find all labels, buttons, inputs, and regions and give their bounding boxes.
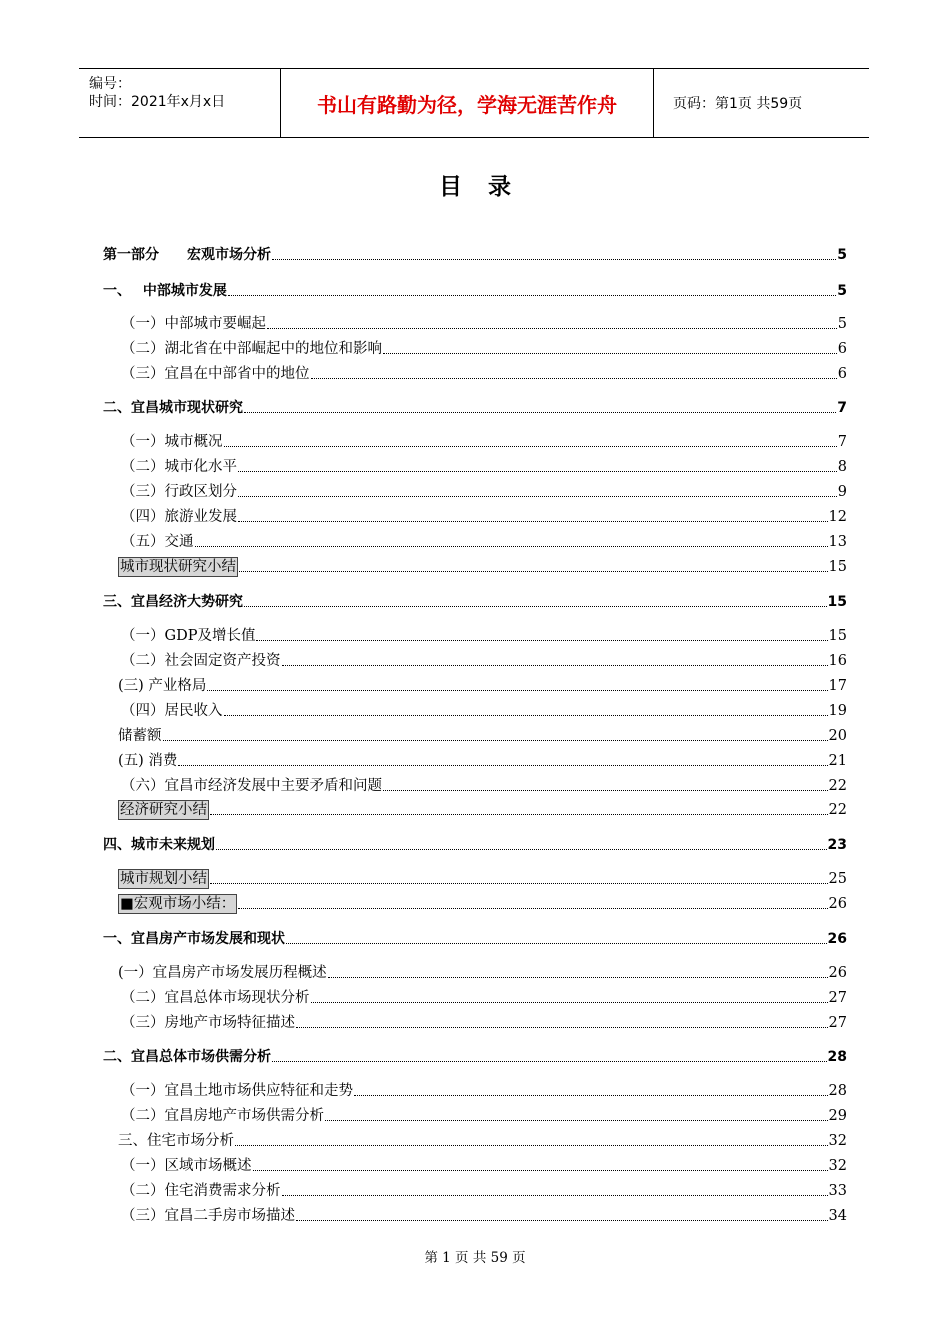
toc-entry-page: 33 xyxy=(828,1183,847,1199)
page-footer: 第 1 页 共 59 页 xyxy=(424,1250,526,1266)
toc-leader-dots xyxy=(311,378,837,379)
toc-leader-dots xyxy=(272,1061,827,1062)
toc-entry[interactable] xyxy=(121,1106,847,1126)
toc-leader-dots xyxy=(286,943,827,944)
toc-entry-page: 9 xyxy=(837,484,847,500)
toc-entry[interactable] xyxy=(118,557,847,577)
toc-leader-dots xyxy=(239,571,828,572)
toc-entry[interactable] xyxy=(121,1206,847,1226)
toc-entry-title: （六）宜昌市经济发展中主要矛盾和问题 xyxy=(121,778,382,794)
toc-entry-page: 6 xyxy=(837,341,847,357)
toc-entry[interactable] xyxy=(121,457,847,477)
document-time-label: 时间：2021年x月x日 xyxy=(89,94,226,110)
toc-entry-title: （二）湖北省在中部崛起中的地位和影响 xyxy=(121,341,382,357)
toc-entry[interactable] xyxy=(118,726,847,746)
toc-entry-title: （二）宜昌总体市场现状分析 xyxy=(121,990,310,1006)
toc-entry[interactable] xyxy=(103,245,847,265)
toc-entry-title: （五）交通 xyxy=(121,534,194,550)
toc-leader-dots xyxy=(244,606,827,607)
page-info-text: 页码：第1页 共59页 xyxy=(673,96,803,112)
toc-entry[interactable] xyxy=(103,281,847,301)
toc-entry-page: 7 xyxy=(837,434,847,450)
toc-entry-page: 23 xyxy=(827,837,847,853)
toc-entry-page: 8 xyxy=(837,459,847,475)
toc-entry[interactable] xyxy=(121,626,847,646)
toc-entry-page: 15 xyxy=(828,628,847,644)
toc-entry-page: 15 xyxy=(828,559,847,575)
toc-leader-dots xyxy=(210,883,828,884)
toc-entry-title: （二）城市化水平 xyxy=(121,459,237,475)
toc-entry-page: 15 xyxy=(827,594,847,610)
toc-entry-title: （四）居民收入 xyxy=(121,703,223,719)
toc-entry[interactable] xyxy=(118,800,847,820)
toc-entry-title: 一、 中部城市发展 xyxy=(103,283,227,299)
toc-entry-title: 二、宜昌城市现状研究 xyxy=(103,400,243,416)
toc-entry-title: 三、宜昌经济大势研究 xyxy=(103,594,243,610)
toc-leader-dots xyxy=(207,690,827,691)
toc-leader-dots xyxy=(253,1170,828,1171)
toc-leader-dots xyxy=(238,496,837,497)
toc-entry-title: 储蓄额 xyxy=(118,728,162,744)
toc-leader-dots xyxy=(282,665,828,666)
toc-leader-dots xyxy=(163,740,828,741)
toc-entry-page: 20 xyxy=(828,728,847,744)
toc-entry[interactable] xyxy=(103,835,847,855)
toc-entry-title: 城市规划小结 xyxy=(120,871,207,887)
toc-entry-page: 5 xyxy=(837,316,847,332)
toc-leader-dots xyxy=(238,521,828,522)
toc-entry-title: （一）城市概况 xyxy=(121,434,223,450)
toc-entry-page: 6 xyxy=(837,366,847,382)
toc-entry[interactable] xyxy=(103,398,847,418)
toc-entry[interactable] xyxy=(118,894,847,914)
toc-entry-page: 7 xyxy=(837,400,847,416)
toc-entry-title: （二）社会固定资产投资 xyxy=(121,653,281,669)
toc-leader-dots xyxy=(178,765,827,766)
toc-leader-dots xyxy=(383,790,828,791)
toc-entry-title: （三）宜昌二手房市场描述 xyxy=(121,1208,295,1224)
toc-leader-dots xyxy=(224,715,828,716)
toc-leader-dots xyxy=(328,977,828,978)
toc-entry-page: 32 xyxy=(828,1158,847,1174)
toc-entry[interactable] xyxy=(121,507,847,527)
toc-leader-dots xyxy=(195,546,828,547)
toc-entry[interactable] xyxy=(118,963,847,983)
toc-entry[interactable] xyxy=(118,869,847,889)
toc-entry-page: 12 xyxy=(828,509,847,525)
toc-entry-page: 17 xyxy=(828,678,847,694)
toc-entry-title: 四、城市未来规划 xyxy=(103,837,215,853)
toc-leader-dots xyxy=(244,412,836,413)
toc-entry-title: 一、宜昌房产市场发展和现状 xyxy=(103,931,285,947)
toc-title: 目录 xyxy=(439,174,537,200)
toc-entry-title: （一）区域市场概述 xyxy=(121,1158,252,1174)
toc-entry[interactable] xyxy=(121,988,847,1008)
toc-entry-page: 28 xyxy=(827,1049,847,1065)
toc-leader-dots xyxy=(311,1002,828,1003)
toc-entry[interactable] xyxy=(121,432,847,452)
toc-leader-dots xyxy=(267,328,837,329)
toc-entry-title: 二、宜昌总体市场供需分析 xyxy=(103,1049,271,1065)
toc-entry-title: 第一部分 宏观市场分析 xyxy=(103,247,271,263)
toc-leader-dots xyxy=(383,353,837,354)
toc-entry-page: 28 xyxy=(828,1083,847,1099)
toc-entry-page: 26 xyxy=(827,931,847,947)
toc-entry[interactable] xyxy=(121,364,847,384)
toc-entry[interactable] xyxy=(121,776,847,796)
toc-entry-page: 19 xyxy=(828,703,847,719)
toc-entry-page: 26 xyxy=(828,965,847,981)
toc-entry[interactable] xyxy=(121,701,847,721)
toc-leader-dots xyxy=(216,849,827,850)
toc-entry-page: 13 xyxy=(828,534,847,550)
toc-leader-dots xyxy=(256,640,827,641)
toc-entry[interactable] xyxy=(118,676,847,696)
toc-entry-title: （三）宜昌在中部省中的地位 xyxy=(121,366,310,382)
toc-entry[interactable] xyxy=(103,929,847,949)
toc-entry[interactable] xyxy=(103,1047,847,1067)
toc-entry-page: 27 xyxy=(828,990,847,1006)
toc-entry-page: 22 xyxy=(828,802,847,818)
toc-leader-dots xyxy=(325,1120,828,1121)
toc-entry-title: （一）宜昌土地市场供应特征和走势 xyxy=(121,1083,353,1099)
toc-entry-title: （三）行政区划分 xyxy=(121,484,237,500)
toc-leader-dots xyxy=(282,1195,828,1196)
toc-entry-title: 城市现状研究小结 xyxy=(120,559,236,575)
toc-leader-dots xyxy=(354,1095,828,1096)
header-motto: 书山有路勤为径，学海无涯苦作舟 xyxy=(281,69,654,137)
toc-leader-dots xyxy=(228,295,836,296)
toc-entry[interactable] xyxy=(121,1013,847,1033)
toc-entry-page: 29 xyxy=(828,1108,847,1124)
toc-entry[interactable] xyxy=(121,1156,847,1176)
toc-leader-dots xyxy=(224,446,837,447)
toc-entry[interactable] xyxy=(121,532,847,552)
toc-entry-page: 16 xyxy=(828,653,847,669)
toc-entry[interactable] xyxy=(121,651,847,671)
toc-leader-dots xyxy=(238,908,827,909)
toc-leader-dots xyxy=(272,259,836,260)
toc-leader-dots xyxy=(235,1145,828,1146)
toc-entry-page: 34 xyxy=(828,1208,847,1224)
toc-entry-title: (一）宜昌房产市场发展历程概述 xyxy=(118,965,327,981)
toc-entry-title: (五) 消费 xyxy=(118,753,178,769)
toc-entry[interactable] xyxy=(121,314,847,334)
toc-entry-page: 25 xyxy=(828,871,847,887)
toc-entry-title: ■宏观市场小结： xyxy=(120,896,236,912)
toc-entry-title: (三) 产业格局 xyxy=(118,678,207,694)
toc-entry-page: 21 xyxy=(828,753,847,769)
toc-entry[interactable] xyxy=(118,751,847,771)
toc-entry[interactable] xyxy=(121,1081,847,1101)
toc-entry-title: 三、住宅市场分析 xyxy=(118,1133,234,1149)
toc-entry-page: 5 xyxy=(837,283,847,299)
toc-entry-title: （四）旅游业发展 xyxy=(121,509,237,525)
toc-entry-title: （二）住宅消费需求分析 xyxy=(121,1183,281,1199)
toc-entry-title: （三）房地产市场特征描述 xyxy=(121,1015,295,1031)
toc-entry[interactable] xyxy=(121,482,847,502)
toc-entry-page: 5 xyxy=(837,247,847,263)
toc-entry-title: （二）宜昌房地产市场供需分析 xyxy=(121,1108,324,1124)
toc-entry[interactable] xyxy=(118,1131,847,1151)
toc-leader-dots xyxy=(296,1027,828,1028)
toc-entry[interactable] xyxy=(121,339,847,359)
document-number-label: 编号： xyxy=(89,76,131,92)
toc-entry-title: （一）中部城市要崛起 xyxy=(121,316,266,332)
toc-entry[interactable] xyxy=(121,1181,847,1201)
toc-entry-page: 32 xyxy=(828,1133,847,1149)
toc-entry-page: 22 xyxy=(828,778,847,794)
toc-entry-page: 27 xyxy=(828,1015,847,1031)
toc-leader-dots xyxy=(296,1220,828,1221)
toc-leader-dots xyxy=(238,471,837,472)
toc-entry[interactable] xyxy=(103,592,847,612)
toc-leader-dots xyxy=(210,814,828,815)
toc-entry-title: 经济研究小结 xyxy=(120,802,207,818)
toc-entry-page: 26 xyxy=(828,896,847,912)
toc-entry-title: （一）GDP及增长值 xyxy=(121,628,256,644)
